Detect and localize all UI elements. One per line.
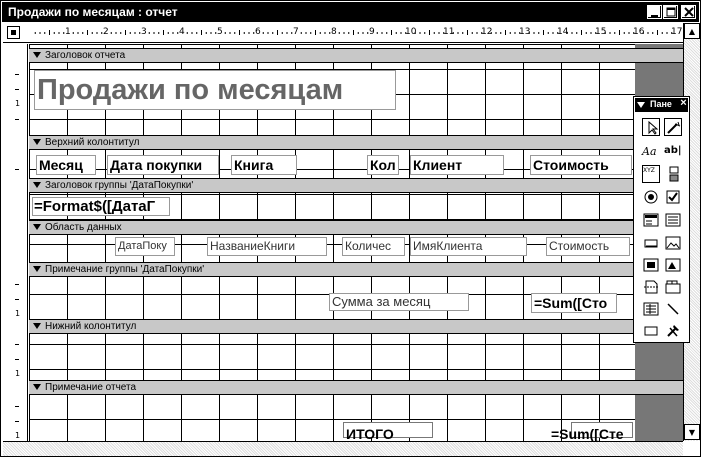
- subform-icon: [642, 300, 660, 318]
- field-monthly-sum[interactable]: =Sum([Сто: [531, 293, 617, 313]
- page-break-icon: [642, 278, 660, 296]
- ruler-mark: 17: [671, 27, 683, 37]
- svg-text:1: 1: [15, 309, 21, 318]
- option-button-tool[interactable]: [642, 188, 660, 206]
- command-button-tool[interactable]: [642, 234, 660, 252]
- title-bar: [2, 2, 699, 22]
- ruler-mark: 10: [405, 27, 417, 37]
- band-arrow-icon: [33, 182, 41, 188]
- hammer-wrench-icon: [664, 322, 682, 340]
- checkbox-tool[interactable]: [664, 188, 682, 206]
- svg-text:1: 1: [15, 369, 21, 378]
- ruler-mark: 11: [443, 27, 455, 37]
- select-pointer-tool[interactable]: [642, 118, 660, 136]
- band-group-header[interactable]: Заголовок группы 'ДатаПокупки': [29, 178, 683, 193]
- report-title-label[interactable]: Продажи по месяцам: [34, 70, 396, 110]
- band-arrow-icon: [33, 139, 41, 145]
- label-monthly-sum[interactable]: Сумма за месяц: [329, 293, 469, 311]
- cursor-arrow-icon: [643, 119, 661, 137]
- toolbox-panel: [633, 96, 690, 343]
- band-arrow-icon: [33, 224, 41, 230]
- image-icon: [664, 234, 682, 252]
- list-box-tool[interactable]: [664, 211, 682, 229]
- band-detail[interactable]: Область данных: [29, 220, 683, 235]
- rectangle-tool[interactable]: [642, 322, 660, 340]
- subform-tool[interactable]: [642, 300, 660, 318]
- control-wizard-tool[interactable]: [664, 118, 682, 136]
- line-tool[interactable]: [664, 300, 682, 318]
- rectangle-icon: [642, 322, 660, 340]
- band-arrow-icon: [33, 266, 41, 272]
- minimize-button[interactable]: [647, 5, 662, 19]
- field-purchase-date[interactable]: ДатаПоку: [115, 237, 175, 256]
- label-client[interactable]: Клиент: [410, 155, 504, 175]
- window-title: Продажи по месяцам : отчет: [8, 5, 178, 19]
- horizontal-scrollbar[interactable]: [3, 441, 683, 456]
- toggle-icon: [664, 165, 682, 183]
- command-button-icon: [642, 234, 660, 252]
- svg-text:1: 1: [15, 431, 21, 440]
- label-total[interactable]: ИТОГО: [346, 426, 394, 441]
- ruler-mark: 12: [481, 27, 493, 37]
- tab-control-icon: [664, 278, 682, 296]
- field-book-name[interactable]: НазваниеКниги: [207, 237, 327, 256]
- ruler-mark: 15: [595, 27, 607, 37]
- close-button[interactable]: [681, 5, 696, 19]
- toolbox-menu-icon[interactable]: [637, 102, 645, 108]
- textbox-tool[interactable]: ab|: [664, 145, 682, 156]
- more-controls-tool[interactable]: [664, 322, 682, 340]
- svg-text:1: 1: [15, 99, 21, 108]
- image-tool[interactable]: [664, 234, 682, 252]
- band-page-footer[interactable]: Нижний колонтитул: [29, 319, 683, 334]
- ruler-mark: 5: [217, 27, 223, 37]
- ruler-mark: 13: [519, 27, 531, 37]
- unbound-frame-icon: [642, 256, 660, 274]
- field-client-name[interactable]: ИмяКлиента: [410, 237, 527, 256]
- band-report-header[interactable]: Заголовок отчета: [29, 48, 683, 63]
- scroll-up-button[interactable]: ▲: [684, 23, 700, 39]
- unbound-object-frame-tool[interactable]: [642, 256, 660, 274]
- ruler-mark: 7: [293, 27, 299, 37]
- field-quantity[interactable]: Количес: [342, 237, 405, 256]
- ruler-mark: 8: [331, 27, 337, 37]
- band-arrow-icon: [33, 384, 41, 390]
- close-icon: [682, 6, 697, 20]
- ruler-mark: 1: [65, 27, 71, 37]
- ruler-mark: 2: [103, 27, 109, 37]
- field-cost[interactable]: Стоимость: [546, 237, 630, 256]
- ruler-mark: 14: [557, 27, 569, 37]
- toolbox-title-bar[interactable]: [635, 98, 688, 112]
- vertical-ruler-ticks: [3, 44, 28, 441]
- ruler-mark: 3: [141, 27, 147, 37]
- band-arrow-icon: [33, 323, 41, 329]
- label-tool[interactable]: Aa: [642, 145, 657, 158]
- checkbox-icon: [664, 188, 682, 206]
- band-report-footer[interactable]: Примечание отчета: [29, 380, 683, 395]
- option-group-tool[interactable]: XYZ: [642, 165, 660, 183]
- label-month[interactable]: Месяц: [36, 155, 96, 175]
- label-book[interactable]: Книга: [231, 155, 297, 175]
- list-box-icon: [664, 211, 682, 229]
- tab-control-tool[interactable]: [664, 278, 682, 296]
- bound-frame-icon: [664, 256, 682, 274]
- combo-box-tool[interactable]: [642, 211, 660, 229]
- field-total-sum[interactable]: =Sum([Сте: [551, 426, 624, 441]
- combo-box-icon: [642, 211, 660, 229]
- radio-button-icon: [642, 188, 660, 206]
- bound-object-frame-tool[interactable]: [664, 256, 682, 274]
- page-break-tool[interactable]: [642, 278, 660, 296]
- report-design-canvas[interactable]: [29, 44, 683, 441]
- horizontal-ruler: [3, 23, 683, 43]
- scroll-down-button[interactable]: ▼: [684, 424, 700, 440]
- maximize-icon: [664, 6, 679, 20]
- toolbox-close-icon[interactable]: ×: [680, 97, 687, 109]
- ruler-mark: 4: [179, 27, 185, 37]
- ruler-mark: 6: [255, 27, 261, 37]
- label-quantity[interactable]: Кол: [367, 155, 399, 175]
- band-page-header[interactable]: Верхний колонтитул: [29, 135, 683, 150]
- toolbox-title: Пане: [650, 99, 672, 109]
- toggle-button-tool[interactable]: [664, 165, 682, 183]
- magic-wand-icon: [665, 119, 683, 137]
- ruler-mark: 16: [633, 27, 645, 37]
- band-group-footer[interactable]: Примечание группы 'ДатаПокупки': [29, 262, 683, 277]
- ruler-mark: 9: [369, 27, 375, 37]
- band-arrow-icon: [33, 52, 41, 58]
- label-purchase-date[interactable]: Дата покупки: [107, 155, 219, 175]
- group-header-date-field[interactable]: =Format$([ДатаГ: [32, 197, 170, 216]
- maximize-button[interactable]: [663, 5, 678, 19]
- line-icon: [664, 300, 682, 318]
- minimize-icon: [648, 6, 663, 20]
- label-cost[interactable]: Стоимость: [530, 155, 632, 175]
- vertical-ruler: [3, 44, 28, 441]
